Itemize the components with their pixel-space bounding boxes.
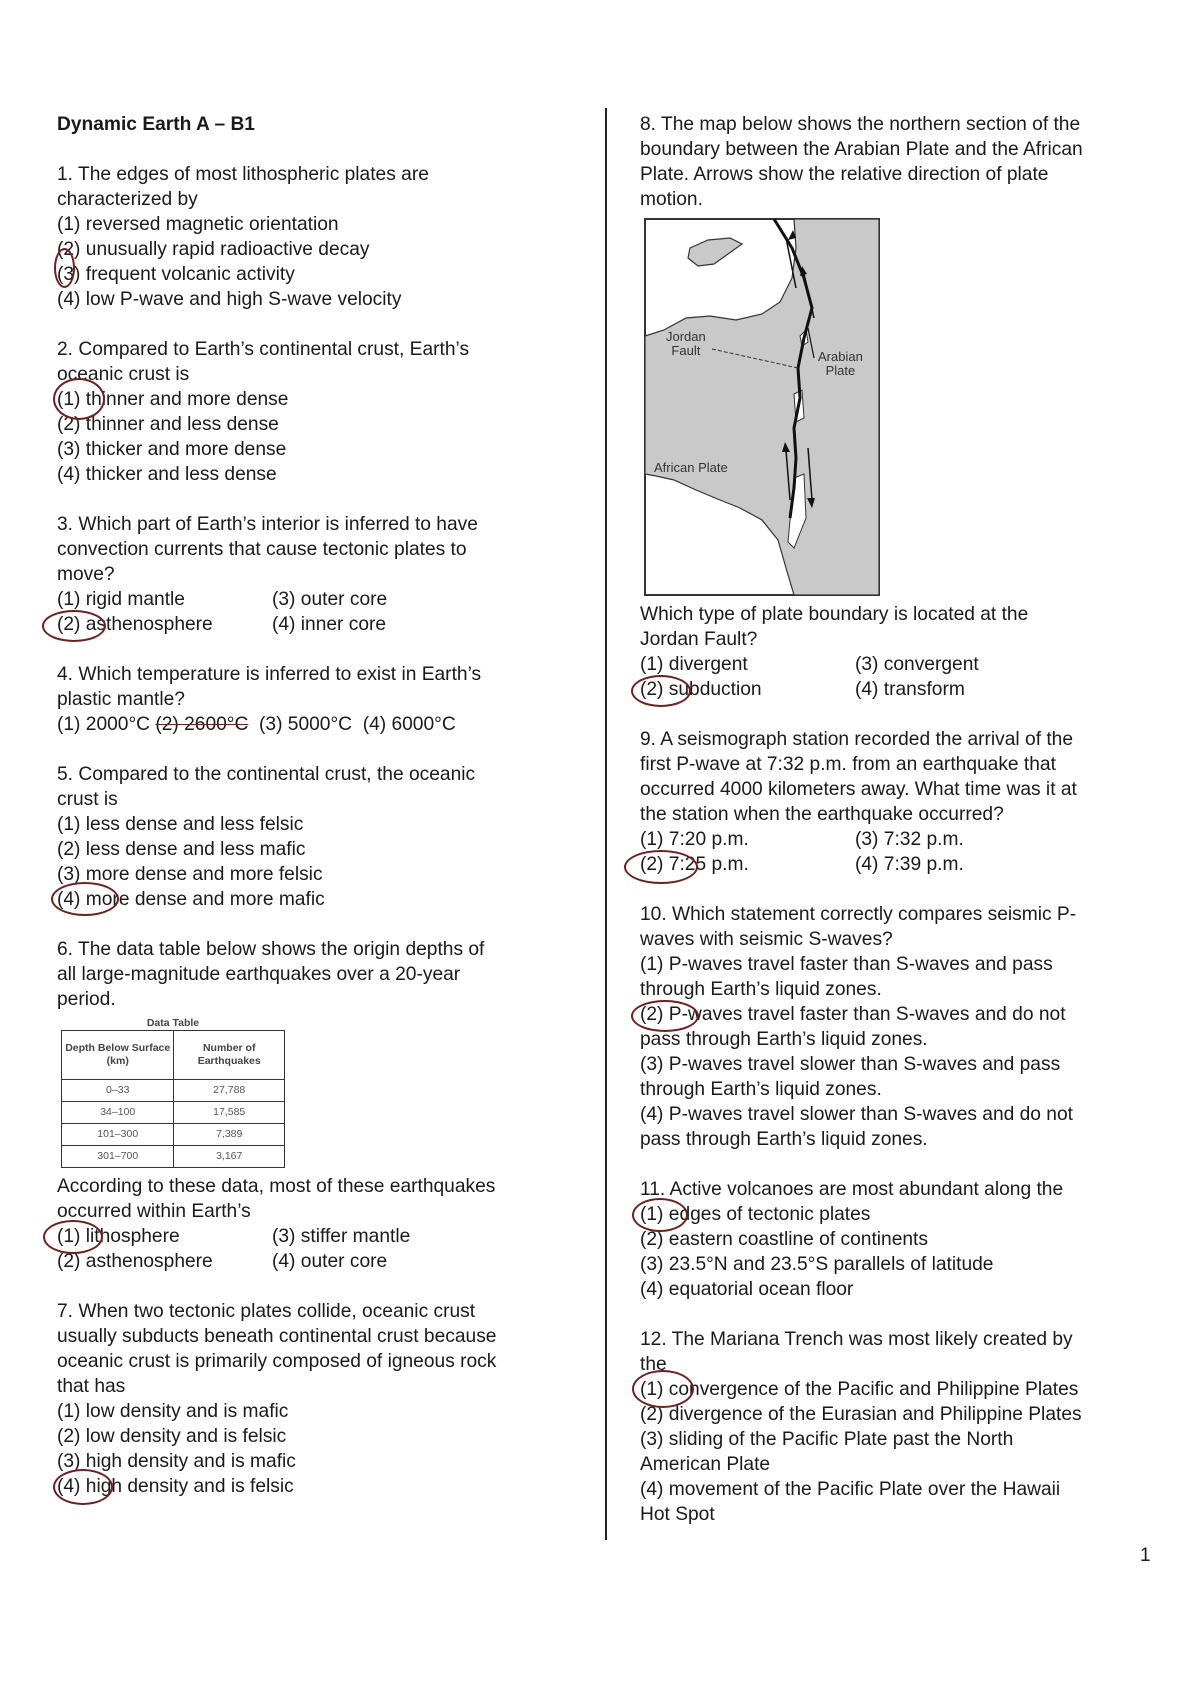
q8-stem: Plate. Arrows show the relative direction of plate bbox=[640, 164, 1049, 185]
table-row bbox=[62, 1146, 285, 1168]
q4-options bbox=[57, 712, 587, 737]
q9-option-1[interactable]: (1) 7:20 p.m. bbox=[640, 829, 749, 850]
map-label-arabian: Arabian bbox=[818, 349, 863, 364]
q12-option-4[interactable]: (4) movement of the Pacific Plate over the Hawaii bbox=[640, 1479, 1061, 1500]
map-label-jordan: Jordan bbox=[666, 329, 706, 344]
data-table-title: Data Table bbox=[146, 1017, 200, 1029]
q7-option-2[interactable]: (2) low density and is felsic bbox=[57, 1426, 287, 1447]
q10-option-1[interactable]: (1) P-waves travel faster than S-waves and pass bbox=[640, 954, 1053, 975]
q12-option-3-cont[interactable]: American Plate bbox=[640, 1454, 771, 1475]
q9-stem: the station when the earthquake occurred? bbox=[640, 804, 1004, 825]
q9-option-2-text: (2) 7:25 p.m. bbox=[640, 854, 749, 875]
question-8 bbox=[640, 112, 1160, 702]
q9-option-2[interactable] bbox=[640, 852, 855, 877]
q10-option-3-cont[interactable]: through Earth’s liquid zones. bbox=[640, 1079, 882, 1100]
q1-option-2[interactable]: (2) unusually rapid radioactive decay bbox=[57, 239, 370, 260]
q7-stem: 7. When two tectonic plates collide, oceanic crust bbox=[57, 1301, 476, 1322]
question-3 bbox=[57, 512, 587, 637]
table-cell: 34–100 bbox=[62, 1102, 174, 1124]
q2-option-1-text: (1) thinner and more dense bbox=[57, 389, 289, 410]
q2-option-3[interactable]: (3) thicker and more dense bbox=[57, 439, 287, 460]
q12-stem: 12. The Mariana Trench was most likely created by bbox=[640, 1329, 1073, 1350]
q7-stem: oceanic crust is primarily composed of igneous rock bbox=[57, 1351, 497, 1372]
q4-option-4[interactable]: (4) 6000°C bbox=[362, 714, 456, 735]
table-cell: 301–700 bbox=[62, 1146, 174, 1168]
map-graphic bbox=[644, 218, 880, 596]
table-cell: 3,167 bbox=[174, 1146, 285, 1168]
q3-stem: move? bbox=[57, 564, 115, 585]
table-header: Number of Earthquakes bbox=[174, 1031, 285, 1080]
q6-option-2[interactable]: (2) asthenosphere bbox=[57, 1251, 213, 1272]
q11-option-2[interactable]: (2) eastern coastline of continents bbox=[640, 1229, 928, 1250]
q5-stem: 5. Compared to the continental crust, the oceanic bbox=[57, 764, 476, 785]
q5-option-3[interactable]: (3) more dense and more felsic bbox=[57, 864, 323, 885]
q7-option-3[interactable]: (3) high density and is mafic bbox=[57, 1451, 296, 1472]
q9-option-4[interactable]: (4) 7:39 p.m. bbox=[855, 854, 964, 875]
table-row bbox=[62, 1124, 285, 1146]
table-cell: 17,585 bbox=[174, 1102, 285, 1124]
question-6 bbox=[57, 937, 587, 1274]
question-7 bbox=[57, 1299, 587, 1499]
table-row bbox=[62, 1080, 285, 1102]
q10-option-4-cont[interactable]: pass through Earth’s liquid zones. bbox=[640, 1129, 928, 1150]
q9-option-3[interactable]: (3) 7:32 p.m. bbox=[855, 829, 964, 850]
q4-option-3[interactable]: (3) 5000°C bbox=[259, 714, 353, 735]
data-table bbox=[61, 1016, 285, 1168]
map-label-jordan-fault bbox=[666, 330, 706, 358]
question-9 bbox=[640, 727, 1160, 877]
q5-option-2[interactable]: (2) less dense and less mafic bbox=[57, 839, 306, 860]
q3-option-1[interactable]: (1) rigid mantle bbox=[57, 589, 185, 610]
q8-stem: 8. The map below shows the northern section of the bbox=[640, 114, 1081, 135]
question-2 bbox=[57, 337, 587, 487]
q2-stem: oceanic crust is bbox=[57, 364, 190, 385]
q7-option-1[interactable]: (1) low density and is mafic bbox=[57, 1401, 289, 1422]
q12-option-1-text: (1) convergence of the Pacific and Philippine Plates bbox=[640, 1379, 1079, 1400]
q1-option-3[interactable] bbox=[57, 262, 587, 287]
question-5 bbox=[57, 762, 587, 912]
q10-stem: waves with seismic S-waves? bbox=[640, 929, 893, 950]
q6-followup: occurred within Earth’s bbox=[57, 1201, 251, 1222]
q8-option-4[interactable]: (4) transform bbox=[855, 679, 965, 700]
question-4 bbox=[57, 662, 587, 737]
q6-stem: 6. The data table below shows the origin depths of bbox=[57, 939, 485, 960]
table-header: Depth Below Surface (km) bbox=[62, 1031, 174, 1080]
q3-stem: convection currents that cause tectonic plates to bbox=[57, 539, 467, 560]
q4-stem: plastic mantle? bbox=[57, 689, 185, 710]
q4-stem: 4. Which temperature is inferred to exist in Earth’s bbox=[57, 664, 482, 685]
q11-option-4[interactable]: (4) equatorial ocean floor bbox=[640, 1279, 854, 1300]
q6-option-3[interactable]: (3) stiffer mantle bbox=[272, 1226, 411, 1247]
q12-option-4-cont[interactable]: Hot Spot bbox=[640, 1504, 715, 1525]
q1-option-4[interactable]: (4) low P-wave and high S-wave velocity bbox=[57, 289, 402, 310]
q4-option-2[interactable]: (2) 2600°C bbox=[155, 714, 249, 735]
q12-stem: the bbox=[640, 1354, 667, 1375]
q7-option-4[interactable] bbox=[57, 1474, 587, 1499]
q9-stem: first P-wave at 7:32 p.m. from an earthquake that bbox=[640, 754, 1056, 775]
q4-option-1[interactable]: (1) 2000°C bbox=[57, 714, 150, 735]
q8-option-3[interactable]: (3) convergent bbox=[855, 654, 979, 675]
q1-option-3-text: (3) frequent volcanic activity bbox=[57, 264, 295, 285]
q10-option-3[interactable]: (3) P-waves travel slower than S-waves and pass bbox=[640, 1054, 1061, 1075]
q6-option-1-text: (1) lithosphere bbox=[57, 1226, 180, 1247]
table-cell: 101–300 bbox=[62, 1124, 174, 1146]
q6-followup: According to these data, most of these earthquakes bbox=[57, 1176, 496, 1197]
q7-option-4-text: (4) high density and is felsic bbox=[57, 1476, 294, 1497]
page-number: 1 bbox=[1140, 1545, 1151, 1566]
q12-option-3[interactable]: (3) sliding of the Pacific Plate past the North bbox=[640, 1429, 1014, 1450]
q2-option-4[interactable]: (4) thicker and less dense bbox=[57, 464, 277, 485]
q8-followup: Jordan Fault? bbox=[640, 629, 758, 650]
q5-option-1[interactable]: (1) less dense and less felsic bbox=[57, 814, 304, 835]
q10-option-1-cont[interactable]: through Earth’s liquid zones. bbox=[640, 979, 882, 1000]
table-row bbox=[62, 1102, 285, 1124]
q1-stem: 1. The edges of most lithospheric plates are bbox=[57, 164, 429, 185]
map-label-plate: Plate bbox=[825, 363, 856, 378]
q8-option-2[interactable] bbox=[640, 677, 855, 702]
question-12 bbox=[640, 1327, 1160, 1527]
q12-option-1[interactable] bbox=[640, 1377, 1160, 1402]
q8-stem: motion. bbox=[640, 189, 703, 210]
q10-option-2-cont[interactable]: pass through Earth’s liquid zones. bbox=[640, 1029, 928, 1050]
map-label-african-plate: African Plate bbox=[654, 460, 728, 475]
q11-option-1[interactable] bbox=[640, 1202, 1160, 1227]
q2-option-2[interactable]: (2) thinner and less dense bbox=[57, 414, 279, 435]
q1-option-1[interactable]: (1) reversed magnetic orientation bbox=[57, 214, 339, 235]
q8-stem: boundary between the Arabian Plate and the African bbox=[640, 139, 1083, 160]
q7-stem: that has bbox=[57, 1376, 126, 1397]
q5-option-4-text: (4) more dense and more mafic bbox=[57, 889, 325, 910]
q3-option-4[interactable]: (4) inner core bbox=[272, 614, 387, 635]
q6-stem: all large-magnitude earthquakes over a 20-year bbox=[57, 964, 461, 985]
q3-option-3[interactable]: (3) outer core bbox=[272, 589, 388, 610]
q6-option-4[interactable]: (4) outer core bbox=[272, 1251, 388, 1272]
q1-stem: characterized by bbox=[57, 189, 198, 210]
page-title: Dynamic Earth A – B1 bbox=[57, 114, 255, 135]
map-label-arabian-plate bbox=[818, 350, 863, 378]
q10-option-2-text: (2) P-waves travel faster than S-waves and do not bbox=[640, 1004, 1066, 1025]
question-11 bbox=[640, 1177, 1160, 1302]
q11-option-3[interactable]: (3) 23.5°N and 23.5°S parallels of latitude bbox=[640, 1254, 994, 1275]
q5-stem: crust is bbox=[57, 789, 118, 810]
q11-option-1-text: (1) edges of tectonic plates bbox=[640, 1204, 871, 1225]
q6-stem: period. bbox=[57, 989, 116, 1010]
q10-option-2[interactable] bbox=[640, 1002, 1160, 1027]
q8-followup: Which type of plate boundary is located at the bbox=[640, 604, 1029, 625]
map-label-fault: Fault bbox=[671, 343, 701, 358]
question-1 bbox=[57, 162, 587, 312]
table-cell: 7,389 bbox=[174, 1124, 285, 1146]
jordan-fault-map bbox=[644, 218, 880, 596]
data-table-grid bbox=[61, 1030, 285, 1168]
q9-stem: occurred 4000 kilometers away. What time was it at bbox=[640, 779, 1077, 800]
q3-stem: 3. Which part of Earth’s interior is inferred to have bbox=[57, 514, 478, 535]
q3-option-2-text: (2) asthenosphere bbox=[57, 614, 213, 635]
table-cell: 27,788 bbox=[174, 1080, 285, 1102]
q3-option-2[interactable] bbox=[57, 612, 272, 637]
q7-stem: usually subducts beneath continental crust because bbox=[57, 1326, 497, 1347]
table-cell: 0–33 bbox=[62, 1080, 174, 1102]
q8-option-2-text: (2) subduction bbox=[640, 679, 762, 700]
q2-option-1[interactable] bbox=[57, 387, 587, 412]
q10-option-4[interactable]: (4) P-waves travel slower than S-waves and do not bbox=[640, 1104, 1073, 1125]
q2-stem: 2. Compared to Earth’s continental crust, Earth’s bbox=[57, 339, 470, 360]
q8-option-1[interactable]: (1) divergent bbox=[640, 654, 748, 675]
right-column bbox=[640, 112, 1160, 1552]
left-column bbox=[57, 112, 587, 1524]
q10-stem: 10. Which statement correctly compares seismic P- bbox=[640, 904, 1077, 925]
question-10 bbox=[640, 902, 1160, 1152]
q11-stem: 11. Active volcanoes are most abundant along the bbox=[640, 1179, 1064, 1200]
q5-option-4[interactable] bbox=[57, 887, 587, 912]
column-divider bbox=[605, 108, 607, 1540]
q6-option-1[interactable] bbox=[57, 1224, 272, 1249]
q12-option-2[interactable]: (2) divergence of the Eurasian and Philippine Plates bbox=[640, 1404, 1082, 1425]
q9-stem: 9. A seismograph station recorded the arrival of the bbox=[640, 729, 1074, 750]
